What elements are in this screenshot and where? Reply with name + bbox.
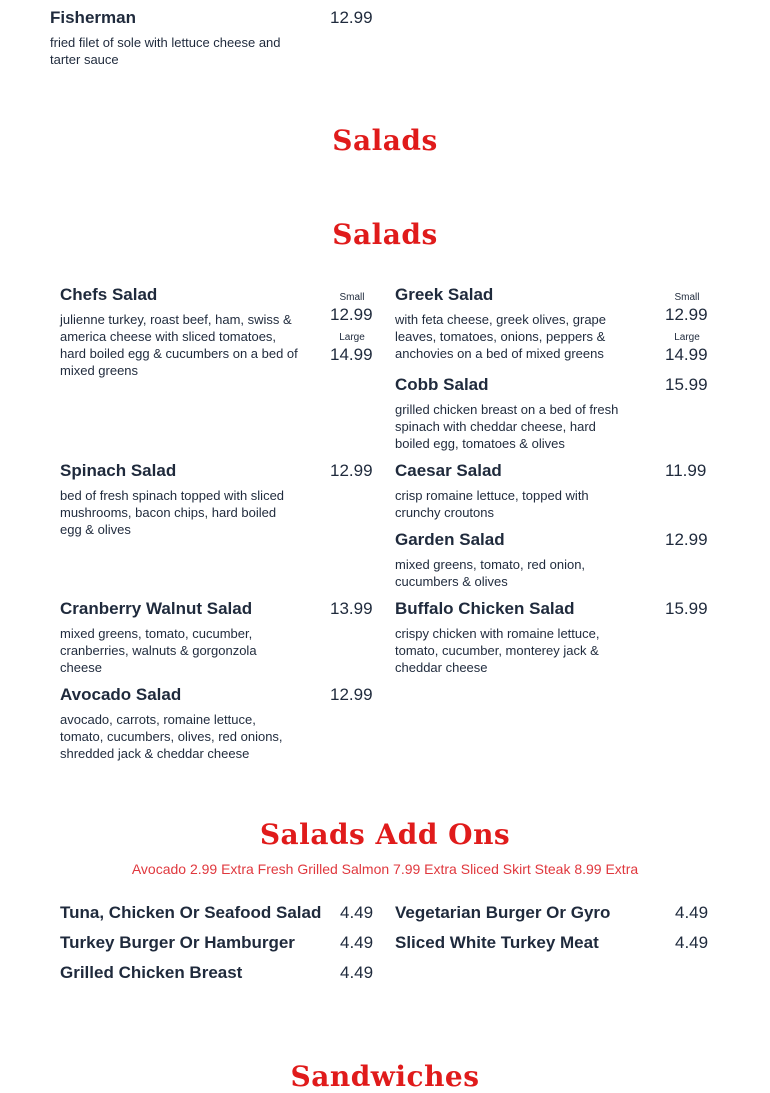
greek-large-label: Large xyxy=(674,332,700,343)
spinach-salad-description: bed of fresh spinach topped with sliced mushrooms, bacon chips, hard boiled egg & olives xyxy=(60,488,285,537)
addon-item-name: Grilled Chicken Breast xyxy=(60,963,243,982)
addon-item-name: Sliced White Turkey Meat xyxy=(395,933,599,952)
addon-item-name: Turkey Burger Or Hamburger xyxy=(60,933,295,952)
addon-item-name: Vegetarian Burger Or Gyro xyxy=(395,903,611,922)
caesar-salad-price: 11.99 xyxy=(665,461,707,480)
cobb-salad-name: Cobb Salad xyxy=(395,375,489,394)
chefs-large-label: Large xyxy=(339,332,365,343)
fisherman-price: 12.99 xyxy=(330,8,373,27)
garden-salad-price: 12.99 xyxy=(665,530,708,549)
section-subtitle-salads: Salads xyxy=(332,218,438,251)
section-title-salads: Salads xyxy=(332,124,438,157)
garden-salad-description: mixed greens, tomato, red onion, cucumbers & olives xyxy=(395,557,586,589)
chefs-large-price: 14.99 xyxy=(330,345,373,364)
addon-item-name: Tuna, Chicken Or Seafood Salad xyxy=(60,903,322,922)
addon-item-price: 4.49 xyxy=(340,933,374,952)
greek-salad-name: Greek Salad xyxy=(395,285,494,304)
addon-item-price: 4.49 xyxy=(340,903,374,922)
section-title-add-ons: Salads Add Ons xyxy=(259,818,511,851)
addon-item-price: 4.49 xyxy=(675,933,709,952)
greek-large-price: 14.99 xyxy=(665,345,708,364)
addon-item-price: 4.49 xyxy=(675,903,709,922)
cranberry-walnut-salad-price: 13.99 xyxy=(330,599,373,618)
caesar-salad-name: Caesar Salad xyxy=(395,461,502,480)
chefs-small-price: 12.99 xyxy=(330,305,373,324)
greek-small-label: Small xyxy=(674,292,700,303)
cranberry-walnut-salad-name: Cranberry Walnut Salad xyxy=(60,599,253,618)
greek-salad-description: with feta cheese, greek olives, grape leaves, tomatoes, onions, peppers & anchovies on a bed of mixed greens xyxy=(395,312,607,361)
fisherman-description: fried filet of sole with lettuce cheese and tarter sauce xyxy=(50,35,281,67)
spinach-salad-name: Spinach Salad xyxy=(60,461,177,480)
fisherman-name: Fisherman xyxy=(50,8,136,27)
cobb-salad-description: grilled chicken breast on a bed of fresh spinach with cheddar cheese, hard boiled egg, tomatoes & olives xyxy=(395,402,619,451)
garden-salad-name: Garden Salad xyxy=(395,530,505,549)
add-ons-note: Avocado 2.99 Extra Fresh Grilled Salmon 7.99 Extra Sliced Skirt Steak 8.99 Extra xyxy=(131,861,639,877)
section-title-sandwiches: Sandwiches xyxy=(290,1060,480,1093)
buffalo-chicken-salad-name: Buffalo Chicken Salad xyxy=(395,599,575,618)
chefs-small-label: Small xyxy=(339,292,365,303)
addon-item-price: 4.49 xyxy=(340,963,374,982)
greek-small-price: 12.99 xyxy=(665,305,708,324)
chefs-salad-name: Chefs Salad xyxy=(60,285,158,304)
caesar-salad-description: crisp romaine lettuce, topped with crunchy croutons xyxy=(395,488,589,520)
avocado-salad-price: 12.99 xyxy=(330,685,373,704)
cobb-salad-price: 15.99 xyxy=(665,375,708,394)
buffalo-chicken-salad-description: crispy chicken with romaine lettuce, tomato, cucumber, monterey jack & cheddar cheese xyxy=(395,626,600,675)
avocado-salad-name: Avocado Salad xyxy=(60,685,182,704)
spinach-salad-price: 12.99 xyxy=(330,461,373,480)
buffalo-chicken-salad-price: 15.99 xyxy=(665,599,708,618)
avocado-salad-description: avocado, carrots, romaine lettuce, tomato, cucumbers, olives, red onions, shredded jack & cheddar cheese xyxy=(60,712,283,761)
chefs-salad-description: julienne turkey, roast beef, ham, swiss & america cheese with sliced tomatoes, hard boiled egg & cucumbers on a bed of mixed greens xyxy=(60,312,298,378)
cranberry-walnut-salad-description: mixed greens, tomato, cucumber, cranberries, walnuts & gorgonzola cheese xyxy=(60,626,257,675)
